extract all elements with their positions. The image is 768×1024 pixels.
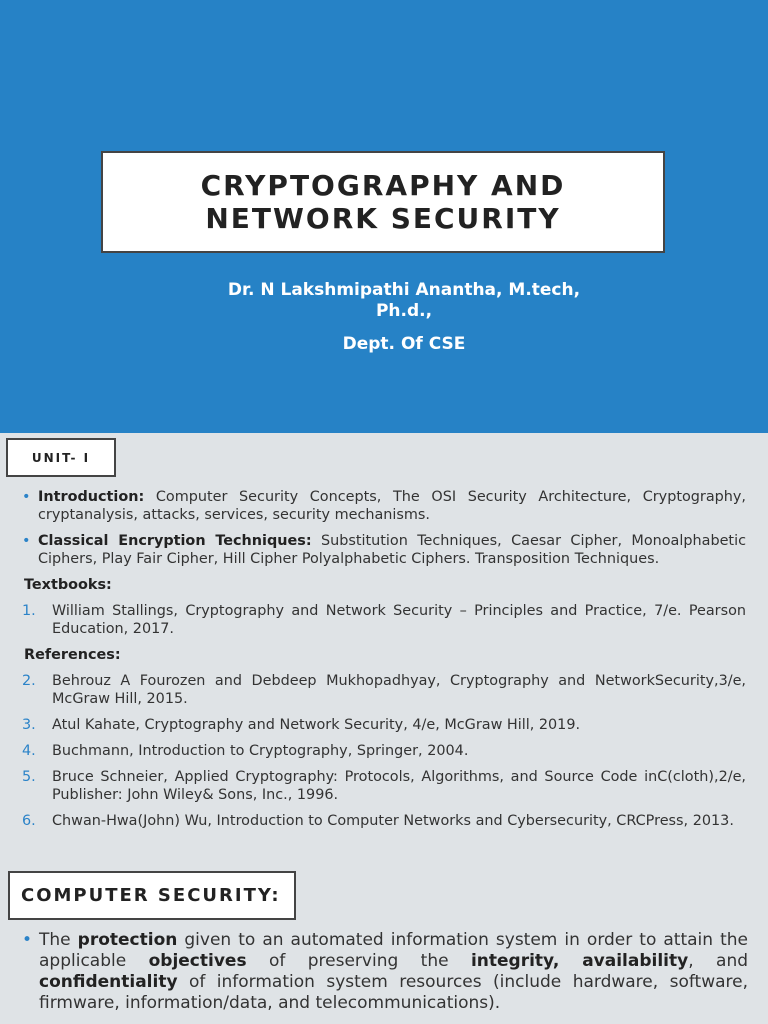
textbooks-heading: Textbooks: [24,577,112,593]
author-line-1: Dr. N Lakshmipathi Anantha, M.tech, [227,280,581,300]
text-segment: The [39,930,78,950]
department: Dept. Of CSE [342,334,466,354]
item-number: 3. [22,717,36,733]
item-text: Behrouz A Fourozen and Debdeep Mukhopadhyay, Cryptography and NetworkSecurity,3/e, McGraw Hill, 2015. [52,673,746,707]
title-line-2: NETWORK SECURITY [205,202,561,235]
item-text: Buchmann, Introduction to Cryptography, Springer, 2004. [52,743,469,759]
author [190,280,618,322]
item-number: 6. [22,813,36,829]
bold-segment: objectives [148,951,247,971]
item-number: 2. [22,673,36,689]
item-bold: Classical Encryption Techniques: [38,533,312,549]
list-item [22,532,746,568]
list-item [22,812,746,830]
computer-security-heading: COMPUTER SECURITY: [8,871,296,920]
item-bold: Introduction: [38,489,145,505]
item-text: Substitution Techniques, Caesar Cipher, Monoalphabetic Ciphers, Play Fair Cipher, Hill Cipher Polyalphabetic Ciphers. Transposition Techniques. [38,533,746,567]
item-text: Chwan-Hwa(John) Wu, Introduction to Computer Networks and Cybersecurity, CRCPress, 2013. [52,813,734,829]
title-box [101,151,665,253]
computer-security-paragraph [22,930,748,1014]
item-text: Atul Kahate, Cryptography and Network Security, 4/e, McGraw Hill, 2019. [52,717,581,733]
item-number: 1. [22,603,36,619]
text-segment: of preserving the [246,951,471,971]
text-segment: of information system resources (include hardware, software, firmware, information/data, and telecommunications). [39,972,748,1013]
item-text: Bruce Schneier, Applied Cryptography: Protocols, Algorithms, and Source Code inC(cloth),2/e, Publisher: John Wiley& Sons, Inc., 1996. [52,769,746,803]
list-item [22,742,746,760]
bold-segment: confidentiality [39,972,178,992]
bullet-icon: • [22,930,33,950]
references-heading: References: [24,647,121,663]
unit-label: UNIT- I [6,438,116,477]
bullet-icon: • [22,533,31,549]
page-title [201,169,566,235]
list-item [22,716,746,734]
text-segment: given to an automated information system in order to attain the applicable [39,930,748,971]
unit-content [22,488,746,838]
bullet-icon: • [22,489,31,505]
item-text: Computer Security Concepts, The OSI Security Architecture, Cryptography, cryptanalysis, attacks, services, security mechanisms. [38,489,746,523]
list-item [22,672,746,708]
title-slide [0,0,768,433]
bold-segment: protection [77,930,178,950]
bold-segment: integrity, availability [470,951,689,971]
item-text: William Stallings, Cryptography and Network Security – Principles and Practice, 7/e. Pearson Education, 2017. [52,603,746,637]
author-line-2: Ph.d., [375,301,433,321]
title-line-1: CRYPTOGRAPHY AND [200,169,566,202]
list-item [22,488,746,524]
item-number: 5. [22,769,36,785]
list-item [22,768,746,804]
item-number: 4. [22,743,36,759]
list-item [22,602,746,638]
text-segment: , and [688,951,749,971]
